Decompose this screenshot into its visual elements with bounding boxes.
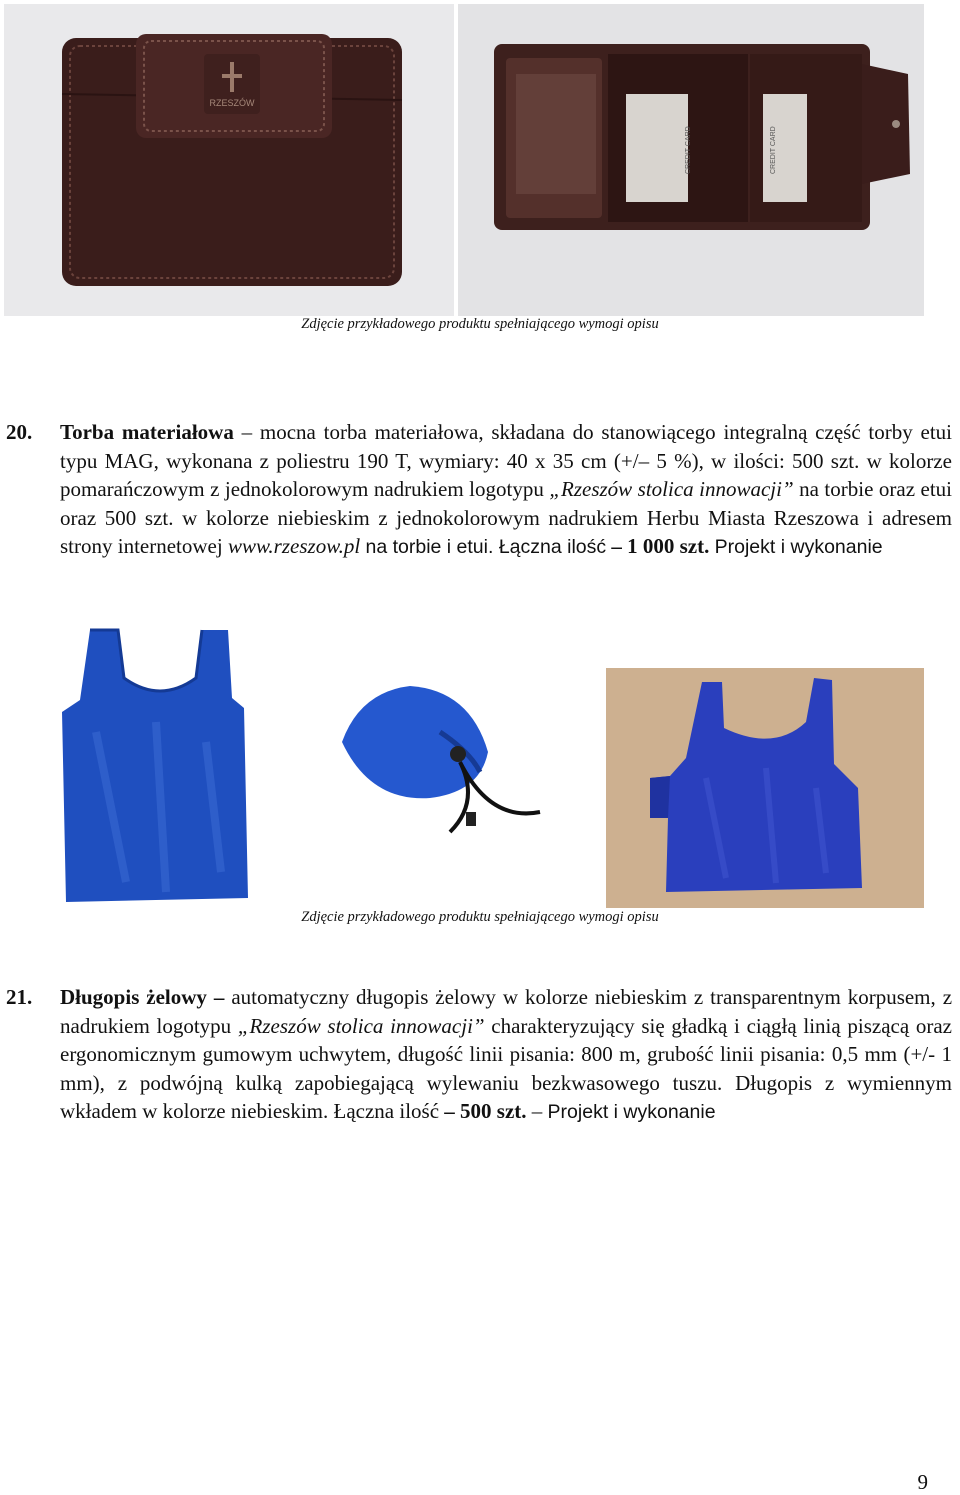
dash: – xyxy=(444,1099,455,1124)
dash: – xyxy=(611,534,622,559)
item-21 xyxy=(6,983,952,1127)
item-title: Torba materiałowa xyxy=(60,420,234,444)
page-number: 9 xyxy=(917,1470,928,1494)
card-text-2: CREDIT CARD xyxy=(770,126,777,174)
wallet-logo-text: RZESZÓW xyxy=(209,98,255,108)
photo-wallet-closed xyxy=(4,4,454,316)
description-part-1: mocna torba materiałowa, składana do stanowiącego integralną część torby etui typu MAG, wykonana z poliestru 190 T, wymiary: 40 x 35 cm (+/– 5 %), w ilości: 500 szt. w kolorze pomarańczowym z jednokolorowym nadrukiem logotypu xyxy=(60,420,953,502)
photo-bag-pouch xyxy=(330,672,560,852)
dash: – xyxy=(213,985,225,1009)
description-part-4: Projekt i wykonanie xyxy=(714,536,883,559)
total-quantity: 1 000 szt. xyxy=(627,534,710,559)
caption-1: Zdjęcie przykładowego produktu spełniającego wymogi opisu xyxy=(301,316,659,332)
website-url: www.rzeszow.pl xyxy=(227,534,361,559)
dash: – xyxy=(531,1099,543,1124)
description-part-3: na torbie i etui. Łączna ilość xyxy=(365,536,607,559)
photo-bag-flat xyxy=(6,612,296,910)
logo-slogan: „Rzeszów stolica innowacji” xyxy=(237,1013,485,1038)
description-part-1: automatyczny długopis żelowy w kolorze niebieskim z transparentnym korpusem, z nadrukiem logotypu xyxy=(60,985,953,1038)
description-part-2: charakteryzujący się gładką i ciągłą linią piszącą oraz ergonomicznym gumowym uchwytem, długość linii pisania: 800 m, grubość linii pisania: 0,5 mm (+/- 1 mm), z podwójną kulką zapobiegającą wylewaniu bezkwasowego tuszu. Długopis z wymiennym wkładem w kolorze niebieskim. Łączna ilość xyxy=(60,1013,953,1124)
item-title: Długopis żelowy xyxy=(60,985,207,1009)
photo-bag-folded xyxy=(606,668,924,908)
photo-wallet-open xyxy=(458,4,924,316)
card-text-1: CREDIT CARD xyxy=(685,126,692,174)
description-part-3: Projekt i wykonanie xyxy=(547,1101,716,1124)
caption-2: Zdjęcie przykładowego produktu spełniającego wymogi opisu xyxy=(301,909,659,925)
item-20 xyxy=(6,418,952,562)
dash: – xyxy=(241,420,253,444)
item-number: 20. xyxy=(6,420,33,444)
total-quantity: 500 szt. xyxy=(460,1099,527,1124)
description-part-2: na torbie oraz etui oraz 500 szt. w kolorze niebieskim z jednokolorowym nadrukiem Herbu Miasta Rzeszowa i adresem strony internetowej xyxy=(60,477,953,559)
logo-slogan: „Rzeszów stolica innowacji” xyxy=(549,477,794,502)
item-number: 21. xyxy=(6,985,33,1009)
